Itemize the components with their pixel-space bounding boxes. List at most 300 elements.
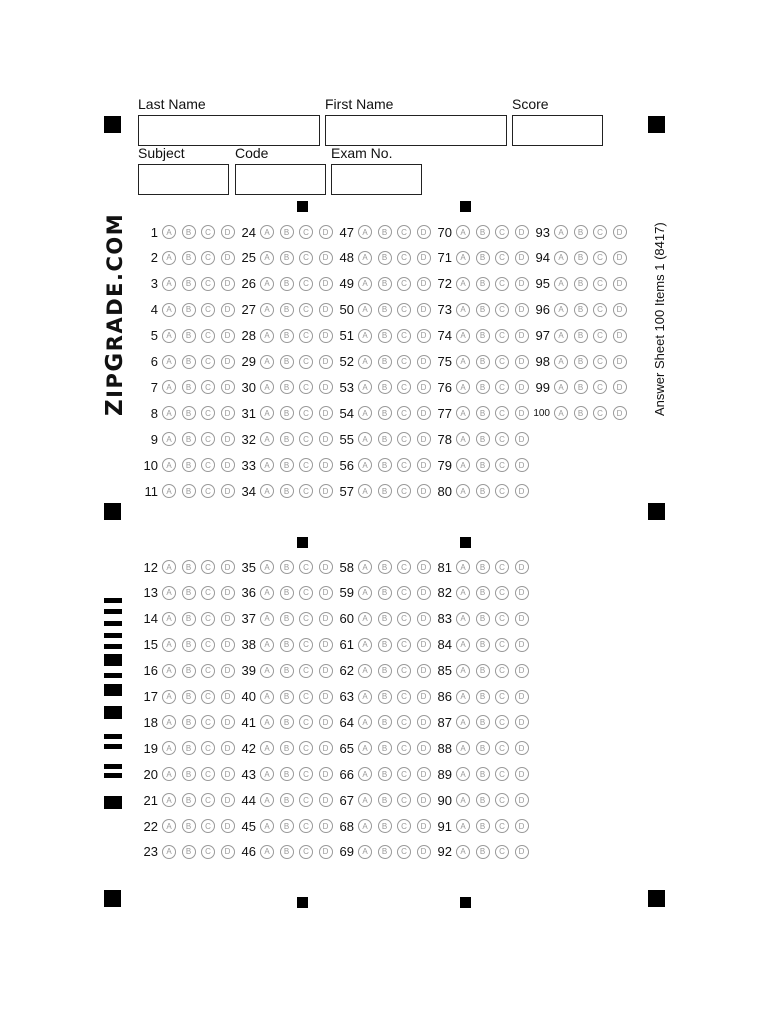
answer-bubble-c[interactable]: C: [593, 406, 607, 420]
answer-bubble-b[interactable]: B: [574, 277, 588, 291]
answer-bubble-b[interactable]: B: [476, 664, 490, 678]
answer-bubble-a[interactable]: A: [162, 586, 176, 600]
answer-bubble-c[interactable]: C: [495, 277, 509, 291]
answer-bubble-a[interactable]: A: [456, 303, 470, 317]
answer-bubble-c[interactable]: C: [397, 225, 411, 239]
answer-bubble-d[interactable]: D: [613, 251, 627, 265]
answer-bubble-a[interactable]: A: [456, 277, 470, 291]
first-name-field[interactable]: [325, 115, 507, 146]
answer-bubble-d[interactable]: D: [221, 767, 235, 781]
answer-bubble-c[interactable]: C: [397, 767, 411, 781]
answer-bubble-d[interactable]: D: [515, 432, 529, 446]
answer-bubble-b[interactable]: B: [280, 612, 294, 626]
answer-bubble-a[interactable]: A: [162, 225, 176, 239]
answer-bubble-b[interactable]: B: [378, 277, 392, 291]
answer-bubble-b[interactable]: B: [574, 303, 588, 317]
answer-bubble-b[interactable]: B: [378, 715, 392, 729]
answer-bubble-a[interactable]: A: [554, 277, 568, 291]
answer-bubble-c[interactable]: C: [201, 767, 215, 781]
answer-bubble-a[interactable]: A: [260, 329, 274, 343]
answer-bubble-c[interactable]: C: [299, 819, 313, 833]
answer-bubble-b[interactable]: B: [182, 225, 196, 239]
answer-bubble-d[interactable]: D: [319, 484, 333, 498]
answer-bubble-a[interactable]: A: [456, 845, 470, 859]
answer-bubble-c[interactable]: C: [495, 638, 509, 652]
answer-bubble-b[interactable]: B: [476, 845, 490, 859]
answer-bubble-a[interactable]: A: [456, 406, 470, 420]
answer-bubble-d[interactable]: D: [319, 251, 333, 265]
exam-no-field[interactable]: [331, 164, 422, 195]
answer-bubble-c[interactable]: C: [495, 303, 509, 317]
answer-bubble-d[interactable]: D: [417, 251, 431, 265]
answer-bubble-a[interactable]: A: [162, 303, 176, 317]
answer-bubble-d[interactable]: D: [515, 251, 529, 265]
answer-bubble-d[interactable]: D: [417, 664, 431, 678]
answer-bubble-d[interactable]: D: [319, 845, 333, 859]
answer-bubble-d[interactable]: D: [221, 741, 235, 755]
answer-bubble-c[interactable]: C: [201, 845, 215, 859]
answer-bubble-c[interactable]: C: [299, 432, 313, 446]
answer-bubble-a[interactable]: A: [162, 406, 176, 420]
answer-bubble-b[interactable]: B: [182, 715, 196, 729]
answer-bubble-d[interactable]: D: [417, 638, 431, 652]
answer-bubble-d[interactable]: D: [417, 380, 431, 394]
answer-bubble-a[interactable]: A: [554, 380, 568, 394]
answer-bubble-c[interactable]: C: [299, 484, 313, 498]
answer-bubble-d[interactable]: D: [417, 741, 431, 755]
answer-bubble-b[interactable]: B: [182, 355, 196, 369]
answer-bubble-a[interactable]: A: [358, 303, 372, 317]
answer-bubble-d[interactable]: D: [417, 560, 431, 574]
answer-bubble-c[interactable]: C: [397, 793, 411, 807]
answer-bubble-a[interactable]: A: [456, 225, 470, 239]
answer-bubble-d[interactable]: D: [515, 380, 529, 394]
answer-bubble-c[interactable]: C: [495, 586, 509, 600]
answer-bubble-d[interactable]: D: [319, 715, 333, 729]
answer-bubble-d[interactable]: D: [221, 380, 235, 394]
answer-bubble-b[interactable]: B: [476, 484, 490, 498]
answer-bubble-b[interactable]: B: [476, 767, 490, 781]
answer-bubble-d[interactable]: D: [417, 767, 431, 781]
answer-bubble-b[interactable]: B: [280, 225, 294, 239]
answer-bubble-d[interactable]: D: [515, 845, 529, 859]
answer-bubble-d[interactable]: D: [613, 277, 627, 291]
answer-bubble-d[interactable]: D: [417, 715, 431, 729]
answer-bubble-c[interactable]: C: [397, 432, 411, 446]
answer-bubble-a[interactable]: A: [162, 664, 176, 678]
answer-bubble-d[interactable]: D: [417, 406, 431, 420]
answer-bubble-a[interactable]: A: [358, 406, 372, 420]
answer-bubble-b[interactable]: B: [476, 560, 490, 574]
answer-bubble-c[interactable]: C: [299, 845, 313, 859]
answer-bubble-b[interactable]: B: [476, 586, 490, 600]
answer-bubble-b[interactable]: B: [378, 664, 392, 678]
answer-bubble-b[interactable]: B: [476, 225, 490, 239]
answer-bubble-d[interactable]: D: [515, 690, 529, 704]
answer-bubble-b[interactable]: B: [476, 380, 490, 394]
answer-bubble-b[interactable]: B: [378, 406, 392, 420]
answer-bubble-c[interactable]: C: [201, 355, 215, 369]
answer-bubble-c[interactable]: C: [201, 819, 215, 833]
answer-bubble-b[interactable]: B: [182, 277, 196, 291]
answer-bubble-b[interactable]: B: [182, 303, 196, 317]
answer-bubble-a[interactable]: A: [358, 225, 372, 239]
answer-bubble-b[interactable]: B: [280, 432, 294, 446]
answer-bubble-a[interactable]: A: [162, 612, 176, 626]
answer-bubble-c[interactable]: C: [397, 329, 411, 343]
answer-bubble-c[interactable]: C: [397, 484, 411, 498]
answer-bubble-b[interactable]: B: [182, 251, 196, 265]
answer-bubble-c[interactable]: C: [397, 741, 411, 755]
answer-bubble-d[interactable]: D: [515, 329, 529, 343]
answer-bubble-b[interactable]: B: [182, 484, 196, 498]
answer-bubble-a[interactable]: A: [162, 741, 176, 755]
answer-bubble-b[interactable]: B: [182, 638, 196, 652]
score-field[interactable]: [512, 115, 603, 146]
answer-bubble-b[interactable]: B: [182, 329, 196, 343]
answer-bubble-d[interactable]: D: [319, 793, 333, 807]
answer-bubble-b[interactable]: B: [182, 560, 196, 574]
answer-bubble-d[interactable]: D: [221, 251, 235, 265]
answer-bubble-c[interactable]: C: [299, 458, 313, 472]
answer-bubble-d[interactable]: D: [221, 329, 235, 343]
answer-bubble-b[interactable]: B: [280, 406, 294, 420]
answer-bubble-d[interactable]: D: [613, 329, 627, 343]
answer-bubble-d[interactable]: D: [319, 225, 333, 239]
answer-bubble-b[interactable]: B: [378, 767, 392, 781]
answer-bubble-b[interactable]: B: [280, 484, 294, 498]
answer-bubble-a[interactable]: A: [456, 819, 470, 833]
answer-bubble-c[interactable]: C: [397, 715, 411, 729]
answer-bubble-d[interactable]: D: [613, 380, 627, 394]
answer-bubble-c[interactable]: C: [593, 303, 607, 317]
answer-bubble-d[interactable]: D: [417, 845, 431, 859]
answer-bubble-a[interactable]: A: [260, 586, 274, 600]
answer-bubble-c[interactable]: C: [299, 277, 313, 291]
answer-bubble-a[interactable]: A: [162, 329, 176, 343]
answer-bubble-d[interactable]: D: [319, 329, 333, 343]
answer-bubble-a[interactable]: A: [456, 458, 470, 472]
answer-bubble-d[interactable]: D: [417, 432, 431, 446]
answer-bubble-c[interactable]: C: [397, 819, 411, 833]
answer-bubble-a[interactable]: A: [260, 355, 274, 369]
answer-bubble-a[interactable]: A: [456, 741, 470, 755]
answer-bubble-c[interactable]: C: [397, 406, 411, 420]
answer-bubble-a[interactable]: A: [456, 690, 470, 704]
answer-bubble-b[interactable]: B: [476, 819, 490, 833]
answer-bubble-b[interactable]: B: [378, 819, 392, 833]
answer-bubble-b[interactable]: B: [378, 793, 392, 807]
answer-bubble-d[interactable]: D: [319, 690, 333, 704]
answer-bubble-b[interactable]: B: [280, 586, 294, 600]
answer-bubble-d[interactable]: D: [515, 225, 529, 239]
answer-bubble-a[interactable]: A: [456, 638, 470, 652]
answer-bubble-a[interactable]: A: [456, 560, 470, 574]
answer-bubble-a[interactable]: A: [456, 767, 470, 781]
answer-bubble-d[interactable]: D: [515, 458, 529, 472]
answer-bubble-d[interactable]: D: [319, 819, 333, 833]
answer-bubble-a[interactable]: A: [162, 845, 176, 859]
answer-bubble-a[interactable]: A: [260, 664, 274, 678]
answer-bubble-d[interactable]: D: [515, 715, 529, 729]
answer-bubble-d[interactable]: D: [319, 741, 333, 755]
answer-bubble-d[interactable]: D: [417, 793, 431, 807]
answer-bubble-b[interactable]: B: [476, 277, 490, 291]
answer-bubble-b[interactable]: B: [182, 586, 196, 600]
answer-bubble-c[interactable]: C: [201, 664, 215, 678]
answer-bubble-d[interactable]: D: [515, 586, 529, 600]
answer-bubble-b[interactable]: B: [182, 406, 196, 420]
answer-bubble-d[interactable]: D: [613, 303, 627, 317]
answer-bubble-d[interactable]: D: [221, 432, 235, 446]
answer-bubble-c[interactable]: C: [397, 690, 411, 704]
answer-bubble-a[interactable]: A: [456, 612, 470, 626]
answer-bubble-a[interactable]: A: [456, 251, 470, 265]
answer-bubble-d[interactable]: D: [221, 819, 235, 833]
answer-bubble-a[interactable]: A: [554, 303, 568, 317]
answer-bubble-d[interactable]: D: [515, 484, 529, 498]
answer-bubble-c[interactable]: C: [201, 303, 215, 317]
answer-bubble-b[interactable]: B: [476, 741, 490, 755]
answer-bubble-c[interactable]: C: [299, 560, 313, 574]
answer-bubble-c[interactable]: C: [495, 664, 509, 678]
answer-bubble-c[interactable]: C: [397, 251, 411, 265]
answer-bubble-a[interactable]: A: [260, 819, 274, 833]
answer-bubble-c[interactable]: C: [495, 458, 509, 472]
answer-bubble-a[interactable]: A: [358, 638, 372, 652]
answer-bubble-b[interactable]: B: [378, 484, 392, 498]
answer-bubble-c[interactable]: C: [299, 638, 313, 652]
answer-bubble-c[interactable]: C: [397, 303, 411, 317]
answer-bubble-c[interactable]: C: [397, 277, 411, 291]
answer-bubble-a[interactable]: A: [260, 767, 274, 781]
answer-bubble-b[interactable]: B: [378, 380, 392, 394]
answer-bubble-b[interactable]: B: [378, 612, 392, 626]
answer-bubble-b[interactable]: B: [476, 612, 490, 626]
answer-bubble-a[interactable]: A: [358, 690, 372, 704]
answer-bubble-c[interactable]: C: [201, 406, 215, 420]
answer-bubble-a[interactable]: A: [456, 586, 470, 600]
answer-bubble-b[interactable]: B: [378, 586, 392, 600]
answer-bubble-d[interactable]: D: [319, 586, 333, 600]
answer-bubble-b[interactable]: B: [182, 664, 196, 678]
answer-bubble-a[interactable]: A: [162, 560, 176, 574]
answer-bubble-c[interactable]: C: [201, 251, 215, 265]
answer-bubble-b[interactable]: B: [280, 303, 294, 317]
answer-bubble-c[interactable]: C: [397, 586, 411, 600]
answer-bubble-a[interactable]: A: [162, 690, 176, 704]
answer-bubble-c[interactable]: C: [299, 225, 313, 239]
answer-bubble-d[interactable]: D: [319, 767, 333, 781]
answer-bubble-d[interactable]: D: [417, 819, 431, 833]
answer-bubble-d[interactable]: D: [319, 458, 333, 472]
answer-bubble-b[interactable]: B: [182, 380, 196, 394]
answer-bubble-a[interactable]: A: [260, 406, 274, 420]
answer-bubble-a[interactable]: A: [162, 251, 176, 265]
answer-bubble-c[interactable]: C: [299, 355, 313, 369]
answer-bubble-c[interactable]: C: [495, 355, 509, 369]
answer-bubble-c[interactable]: C: [495, 484, 509, 498]
answer-bubble-a[interactable]: A: [162, 819, 176, 833]
answer-bubble-a[interactable]: A: [456, 355, 470, 369]
answer-bubble-c[interactable]: C: [201, 586, 215, 600]
answer-bubble-c[interactable]: C: [397, 458, 411, 472]
code-field[interactable]: [235, 164, 326, 195]
answer-bubble-a[interactable]: A: [358, 664, 372, 678]
answer-bubble-a[interactable]: A: [358, 560, 372, 574]
answer-bubble-a[interactable]: A: [358, 586, 372, 600]
answer-bubble-b[interactable]: B: [280, 560, 294, 574]
answer-bubble-d[interactable]: D: [319, 277, 333, 291]
answer-bubble-a[interactable]: A: [260, 793, 274, 807]
answer-bubble-c[interactable]: C: [299, 664, 313, 678]
answer-bubble-b[interactable]: B: [280, 793, 294, 807]
answer-bubble-b[interactable]: B: [378, 458, 392, 472]
answer-bubble-b[interactable]: B: [280, 380, 294, 394]
answer-bubble-d[interactable]: D: [515, 355, 529, 369]
answer-bubble-b[interactable]: B: [378, 432, 392, 446]
answer-bubble-c[interactable]: C: [593, 355, 607, 369]
answer-bubble-b[interactable]: B: [574, 225, 588, 239]
answer-bubble-b[interactable]: B: [574, 355, 588, 369]
answer-bubble-d[interactable]: D: [221, 560, 235, 574]
answer-bubble-a[interactable]: A: [358, 612, 372, 626]
answer-bubble-d[interactable]: D: [221, 484, 235, 498]
answer-bubble-d[interactable]: D: [319, 432, 333, 446]
answer-bubble-d[interactable]: D: [515, 638, 529, 652]
answer-bubble-b[interactable]: B: [280, 715, 294, 729]
answer-bubble-d[interactable]: D: [515, 303, 529, 317]
answer-bubble-c[interactable]: C: [299, 380, 313, 394]
answer-bubble-b[interactable]: B: [378, 690, 392, 704]
answer-bubble-b[interactable]: B: [476, 638, 490, 652]
answer-bubble-a[interactable]: A: [554, 329, 568, 343]
answer-bubble-b[interactable]: B: [280, 329, 294, 343]
answer-bubble-c[interactable]: C: [495, 406, 509, 420]
answer-bubble-a[interactable]: A: [260, 845, 274, 859]
answer-bubble-b[interactable]: B: [574, 406, 588, 420]
answer-bubble-d[interactable]: D: [417, 690, 431, 704]
answer-bubble-c[interactable]: C: [397, 355, 411, 369]
answer-bubble-b[interactable]: B: [476, 303, 490, 317]
answer-bubble-b[interactable]: B: [574, 251, 588, 265]
answer-bubble-d[interactable]: D: [515, 793, 529, 807]
answer-bubble-c[interactable]: C: [299, 251, 313, 265]
answer-bubble-c[interactable]: C: [201, 793, 215, 807]
answer-bubble-c[interactable]: C: [299, 793, 313, 807]
answer-bubble-a[interactable]: A: [358, 767, 372, 781]
answer-bubble-b[interactable]: B: [182, 432, 196, 446]
answer-bubble-a[interactable]: A: [554, 406, 568, 420]
answer-bubble-d[interactable]: D: [613, 355, 627, 369]
answer-bubble-c[interactable]: C: [201, 277, 215, 291]
answer-bubble-c[interactable]: C: [201, 690, 215, 704]
answer-bubble-d[interactable]: D: [221, 715, 235, 729]
answer-bubble-a[interactable]: A: [162, 715, 176, 729]
answer-bubble-b[interactable]: B: [182, 741, 196, 755]
answer-bubble-a[interactable]: A: [456, 432, 470, 446]
answer-bubble-a[interactable]: A: [456, 793, 470, 807]
answer-bubble-b[interactable]: B: [280, 251, 294, 265]
answer-bubble-b[interactable]: B: [378, 638, 392, 652]
answer-bubble-a[interactable]: A: [162, 277, 176, 291]
answer-bubble-c[interactable]: C: [495, 819, 509, 833]
answer-bubble-c[interactable]: C: [495, 612, 509, 626]
answer-bubble-d[interactable]: D: [417, 612, 431, 626]
answer-bubble-a[interactable]: A: [358, 819, 372, 833]
answer-bubble-d[interactable]: D: [417, 458, 431, 472]
answer-bubble-d[interactable]: D: [613, 406, 627, 420]
answer-bubble-d[interactable]: D: [221, 303, 235, 317]
answer-bubble-a[interactable]: A: [554, 225, 568, 239]
answer-bubble-d[interactable]: D: [319, 406, 333, 420]
answer-bubble-c[interactable]: C: [299, 612, 313, 626]
answer-bubble-d[interactable]: D: [417, 277, 431, 291]
answer-bubble-a[interactable]: A: [162, 767, 176, 781]
answer-bubble-d[interactable]: D: [221, 458, 235, 472]
answer-bubble-a[interactable]: A: [358, 793, 372, 807]
answer-bubble-c[interactable]: C: [201, 484, 215, 498]
answer-bubble-b[interactable]: B: [378, 355, 392, 369]
answer-bubble-d[interactable]: D: [417, 329, 431, 343]
answer-bubble-b[interactable]: B: [476, 355, 490, 369]
answer-bubble-d[interactable]: D: [319, 612, 333, 626]
answer-bubble-c[interactable]: C: [397, 664, 411, 678]
answer-bubble-c[interactable]: C: [593, 277, 607, 291]
answer-bubble-b[interactable]: B: [574, 380, 588, 394]
answer-bubble-a[interactable]: A: [260, 225, 274, 239]
answer-bubble-d[interactable]: D: [515, 767, 529, 781]
answer-bubble-d[interactable]: D: [515, 741, 529, 755]
answer-bubble-a[interactable]: A: [260, 458, 274, 472]
answer-bubble-c[interactable]: C: [201, 560, 215, 574]
answer-bubble-c[interactable]: C: [201, 329, 215, 343]
last-name-field[interactable]: [138, 115, 320, 146]
answer-bubble-d[interactable]: D: [221, 845, 235, 859]
answer-bubble-a[interactable]: A: [456, 664, 470, 678]
answer-bubble-c[interactable]: C: [495, 251, 509, 265]
answer-bubble-c[interactable]: C: [397, 612, 411, 626]
answer-bubble-d[interactable]: D: [417, 225, 431, 239]
answer-bubble-b[interactable]: B: [280, 638, 294, 652]
answer-bubble-b[interactable]: B: [182, 690, 196, 704]
answer-bubble-a[interactable]: A: [358, 380, 372, 394]
answer-bubble-c[interactable]: C: [593, 329, 607, 343]
answer-bubble-a[interactable]: A: [260, 303, 274, 317]
answer-bubble-d[interactable]: D: [417, 303, 431, 317]
answer-bubble-c[interactable]: C: [495, 715, 509, 729]
answer-bubble-c[interactable]: C: [495, 380, 509, 394]
answer-bubble-a[interactable]: A: [456, 329, 470, 343]
answer-bubble-b[interactable]: B: [182, 458, 196, 472]
answer-bubble-a[interactable]: A: [162, 793, 176, 807]
answer-bubble-c[interactable]: C: [201, 638, 215, 652]
answer-bubble-d[interactable]: D: [221, 638, 235, 652]
answer-bubble-d[interactable]: D: [515, 560, 529, 574]
answer-bubble-b[interactable]: B: [182, 819, 196, 833]
answer-bubble-c[interactable]: C: [495, 329, 509, 343]
answer-bubble-d[interactable]: D: [319, 355, 333, 369]
answer-bubble-b[interactable]: B: [378, 225, 392, 239]
answer-bubble-b[interactable]: B: [280, 819, 294, 833]
answer-bubble-d[interactable]: D: [417, 355, 431, 369]
answer-bubble-b[interactable]: B: [476, 458, 490, 472]
answer-bubble-a[interactable]: A: [260, 277, 274, 291]
answer-bubble-c[interactable]: C: [495, 767, 509, 781]
answer-bubble-b[interactable]: B: [182, 612, 196, 626]
answer-bubble-a[interactable]: A: [260, 251, 274, 265]
answer-bubble-c[interactable]: C: [299, 767, 313, 781]
